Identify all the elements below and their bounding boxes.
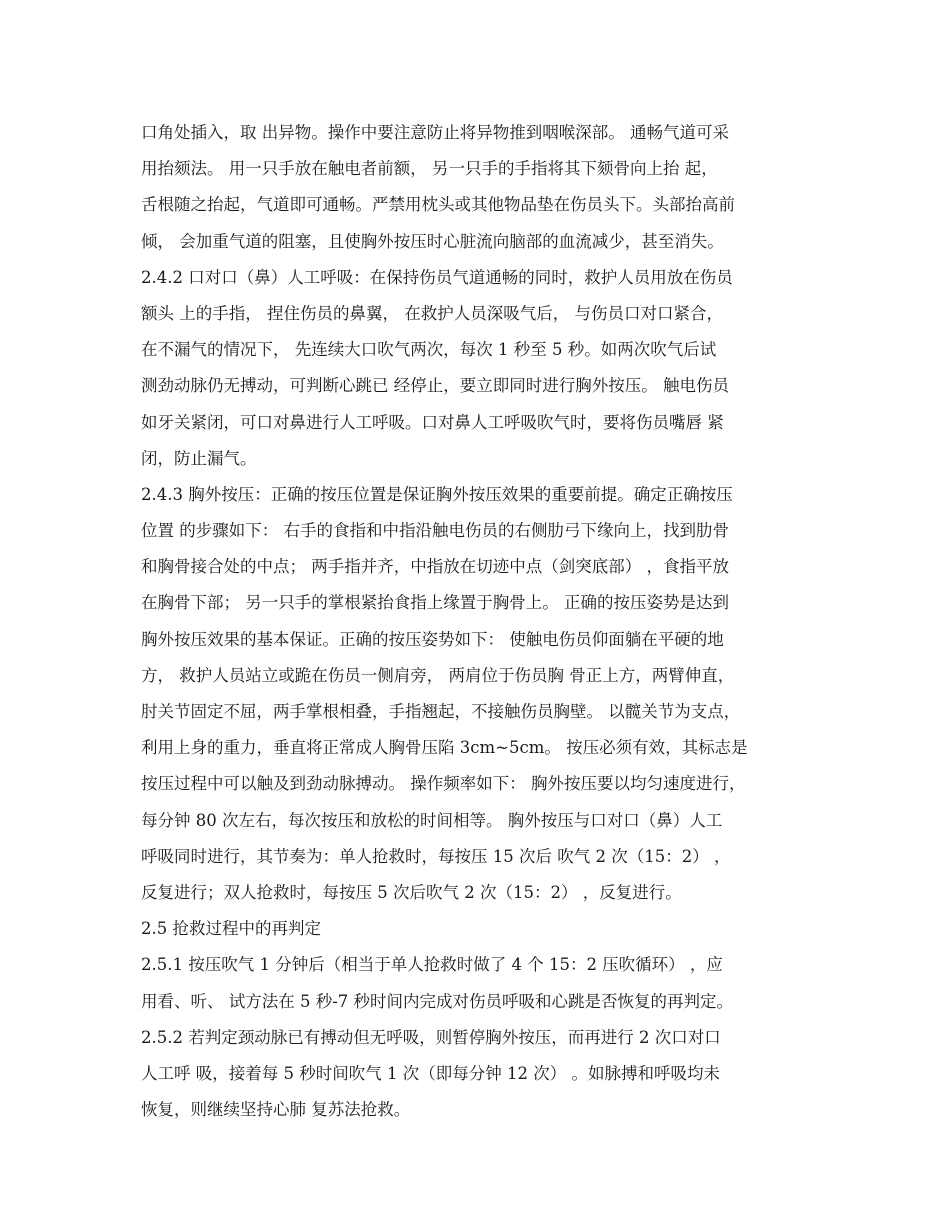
text-line: 位置 的步骤如下： 右手的食指和中指沿触电伤员的右侧肋弓下缘向上，找到肋骨 — [141, 521, 729, 541]
text-line: 和胸骨接合处的中点； 两手指并齐，中指放在切迹中点（剑突底部） ，食指平放 — [141, 557, 729, 577]
text-line: 倾， 会加重气道的阻塞，且使胸外按压时心脏流向脑部的血流减少，甚至消失。 — [141, 231, 724, 251]
text-line: 肘关节固定不屈，两手掌根相叠，手指翘起，不接触伤员胸壁。 以髋关节为支点， — [141, 702, 741, 721]
text-line: 在不漏气的情况下， 先连续大口吹气两次，每次 1 秒至 5 秒。如两次吹气后试 — [141, 340, 717, 360]
text-line: 每分钟 80 次左右，每次按压和放松的时间相等。 胸外按压与口对口（鼻）人工 — [141, 810, 723, 830]
text-line: 恢复，则继续坚持心肺 复苏法抢救。 — [141, 1100, 411, 1120]
text-line: 在胸骨下部； 另一只手的掌根紧抬食指上缘置于胸骨上。 正确的按压姿势是达到 — [141, 593, 729, 613]
text-line: 利用上身的重力，垂直将正常成人胸骨压陷 3cm~5cm。 按压必须有效，其标志是 — [141, 738, 748, 758]
text-line: 如牙关紧闭，可口对鼻进行人工呼吸。口对鼻人工呼吸吹气时，要将伤员嘴唇 紧 — [141, 412, 724, 432]
text-line: 人工呼 吸，接着每 5 秒时间吹气 1 次（即每分钟 12 次） 。如脉搏和呼吸均未 — [141, 1063, 720, 1083]
text-line: 用抬颏法。 用一只手放在触电者前额， 另一只手的手指将其下颏骨向上抬 起， — [141, 159, 718, 179]
text-line: 测劲动脉仍无搏动，可判断心跳已 经停止，要立即同时进行胸外按压。 触电伤员 — [141, 376, 729, 396]
text-line: 闭，防止漏气。 — [141, 448, 257, 468]
text-line: 方， 救护人员站立或跪在伤员一侧肩旁， 两肩位于伤员胸 骨正上方，两臂伸直， — [141, 665, 735, 685]
text-line: 按压过程中可以触及到劲动脉搏动。 操作频率如下： 胸外按压要以均匀速度进行， — [141, 774, 746, 794]
text-line: 口角处插入，取 出异物。操作中要注意防止将异物推到咽喉深部。 通畅气道可采 — [141, 123, 729, 142]
text-line: 用看、听、 试方法在 5 秒-7 秒时间内完成对伤员呼吸和心跳是否恢复的再判定。 — [141, 991, 734, 1011]
section-2-5-heading: 2.5 抢救过程中的再判定 — [141, 919, 321, 939]
section-2-5-2-line: 2.5.2 若判定颈动脉已有搏动但无呼吸，则暂停胸外按压，而再进行 2 次口对口 — [141, 1027, 721, 1047]
document-body-text — [141, 115, 831, 1128]
text-line: 反复进行；双人抢救时，每按压 5 次后吹气 2 次（15：2） ，反复进行。 — [141, 882, 682, 902]
text-line: 胸外按压效果的基本保证。正确的按压姿势如下： 使触电伤员仰面躺在平硬的地 — [141, 629, 724, 649]
section-2-4-2-line: 2.4.2 口对口（鼻）人工呼吸：在保持伤员气道通畅的同时，救护人员用放在伤员 — [141, 267, 733, 287]
text-line: 额头 上的手指， 捏住伤员的鼻翼， 在救护人员深吸气后， 与伤员口对口紧合， — [141, 303, 723, 323]
section-2-4-3-line: 2.4.3 胸外按压：正确的按压位置是保证胸外按压效果的重要前提。确定正确按压 — [141, 484, 733, 504]
section-2-5-1-line: 2.5.1 按压吹气 1 分钟后（相当于单人抢救时做了 4 个 15：2 压吹循环） ，应 — [141, 955, 723, 975]
text-line: 舌根随之抬起，气道即可通畅。严禁用枕头或其他物品垫在伤员头下。头部抬高前 — [141, 195, 735, 215]
text-line: 呼吸同时进行，其节奏为：单人抢救时，每按压 15 次后 吹气 2 次（15：2） ， — [141, 846, 731, 866]
